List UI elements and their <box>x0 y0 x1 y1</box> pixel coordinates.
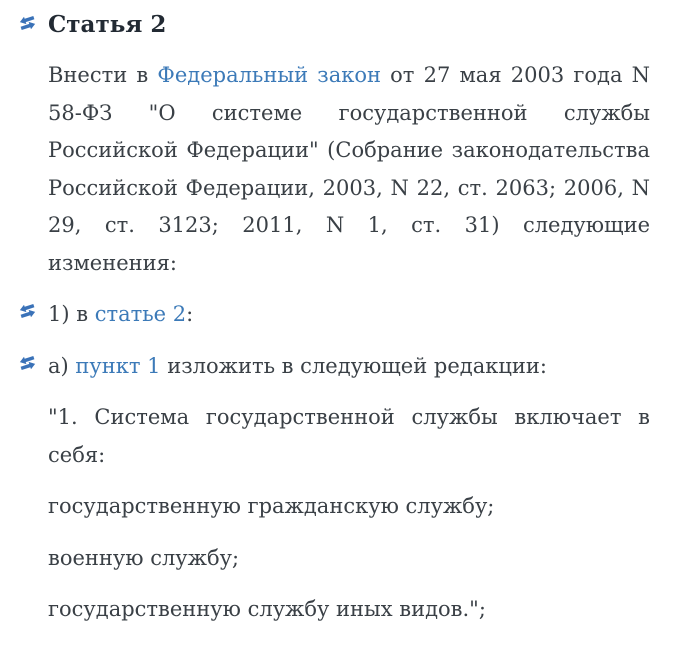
anchor-swap-arrows-icon[interactable] <box>17 14 37 33</box>
paragraph-quote-other-services <box>48 591 650 629</box>
text-run: "1. Система государственной службы включает в себя: <box>48 405 650 467</box>
text-run: военную службу; <box>48 545 240 570</box>
article-heading <box>48 10 650 40</box>
paragraph-item-1a <box>48 348 650 386</box>
text-run: : <box>186 302 194 326</box>
text-run: государственную службу иных видов."; <box>48 597 486 621</box>
link-article-2[interactable]: статье 2 <box>94 302 187 326</box>
anchor-swap-arrows-icon[interactable] <box>17 302 37 321</box>
text-run: государственную гражданскую службу; <box>48 494 495 518</box>
text-run: а) <box>48 353 76 378</box>
paragraph-quote-intro <box>48 399 650 474</box>
paragraph-quote-military-service <box>48 540 650 578</box>
link-point-1[interactable]: пункт 1 <box>75 353 161 378</box>
text-run: от 27 мая 2003 года N 58-ФЗ "О системе государственной службы Российской Федерации" (Собрание законодательства Российской Федерации, 2003, N 22, ст. 2063; 2006, N 29, ст. 3123; 2011, N 1, ст. 31) следующие изменения: <box>48 63 651 275</box>
paragraph-quote-civil-service <box>48 488 650 526</box>
link-federal-law[interactable]: Федеральный закон <box>157 63 381 87</box>
text-run: Внести в <box>48 63 158 87</box>
text-run: 1) в <box>48 302 95 326</box>
article-heading-label: Статья 2 <box>48 11 167 38</box>
anchor-swap-arrows-icon[interactable] <box>17 353 37 372</box>
paragraph-amend-intro <box>48 57 650 282</box>
text-run: изложить в следующей редакции: <box>160 353 547 378</box>
paragraph-item-1 <box>48 296 650 334</box>
